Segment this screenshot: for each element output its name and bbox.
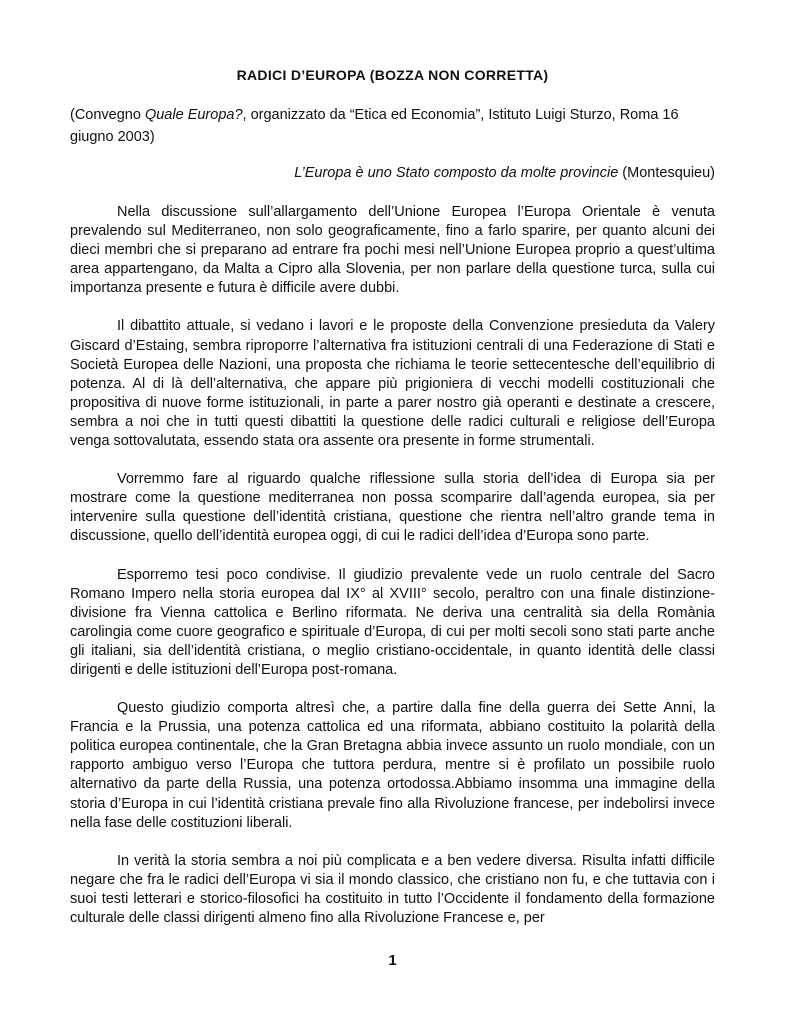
- conference-note-details: , organizzato da “Etica ed Economia”, Istituto Luigi Sturzo, Roma 16 giugno 2003): [70, 107, 679, 145]
- paragraph-4: Esporremo tesi poco condivise. Il giudizio prevalente vede un ruolo centrale del Sacro Romano Impero nella storia europea dal IX° al XVIII° secolo, peraltro con una finale distinzione-divisione fra Vienna cattolica e Berlino riformata. Ne deriva una centralità sia della Romània carolingia come cuore geografico e spirituale d’Europa, di cui per molti secoli sono stati parte anche gli italiani, sia dell’identità cristiana, o meglio cristiano-occidentale, in quanto identità delle classi dirigenti e delle istituzioni dell’Europa post-romana.: [70, 566, 715, 678]
- conference-name: Quale Europa?: [144, 107, 243, 123]
- epigraph: [70, 163, 715, 183]
- paragraph-6: In verità la storia sembra a noi più complicata e a ben vedere diversa. Risulta infatti difficile negare che fra le radici dell’Europa vi sia il mondo classico, che cristiano non fu, e che tuttavia con i suoi testi letterari e storico-filosofici ha costituito in tutto l’Occidente il fondamento della formazione culturale delle classi dirigenti almeno fino alla Rivoluzione Francese e, per: [70, 852, 715, 926]
- paragraph-5: Questo giudizio comporta altresì che, a partire dalla fine della guerra dei Sette Anni, la Francia e la Prussia, una potenza cattolica ed una riformata, abbiano costituito la polarità della politica europea continentale, che la Gran Bretagna abbia invece assunto un ruolo mondiale, con un rapporto ambiguo verso l’Europa che tuttora perdura, mentre si è profilato un possibile ruolo alternativo da parte della Russia, una potenza ortodossa.Abbiamo insomma una immagine della storia d’Europa in cui l’identità cristiana prevale fino alla Rivoluzione francese, per indebolirsi invece nella fase delle costituzioni liberali.: [70, 700, 715, 831]
- epigraph-author: (Montesquieu): [618, 165, 715, 181]
- paragraph-3: Vorremmo fare al riguardo qualche riflessione sulla storia dell’idea di Europa sia per mostrare come la questione mediterranea non possa scomparire dall’agenda europea, sia per intervenire sulla questione dell’identità cristiana, questione che rientra nell’altro grande tema in discussione, quello dell’identità europea oggi, di cui le radici dell’idea d’Europa sono parte.: [70, 471, 715, 545]
- document-title: RADICI D’EUROPA (BOZZA NON CORRETTA): [236, 67, 549, 83]
- conference-note-prefix: (Convegno: [70, 107, 145, 123]
- paragraph-1: Nella discussione sull’allargamento dell’Unione Europea l’Europa Orientale è venuta prevalendo sul Mediterraneo, non solo geograficamente, fino a farlo sparire, per quanto alcuni dei dieci membri che si preparano ad entrare fra pochi mesi nell’Unione Europea proprio a quest’ultima area appartengano, da Malta a Cipro alla Slovenia, per non parlare della questione turca, sulla cui importanza presente e futura è difficile avere dubbi.: [70, 204, 715, 297]
- paragraph-2: Il dibattito attuale, si vedano i lavori e le proposte della Convenzione presieduta da Valery Giscard d’Estaing, sembra riproporre l’alternativa fra istituzioni centrali di una Federazione di Stati e Società Europea delle Nazioni, una proposta che richiama le teorie settecentesche dell’equilibrio di potenza. Al di là dell’alternativa, che appare più prigioniera di vecchi modelli costituzionali che propositiva di nuove forme istituzionali, in parte a parer nostro già operanti e destinate a crescere, sembra a noi che in tutti questi dibattiti la questione delle radici culturali e religiose dell’Europa venga sottovalutata, essendo stata ora assente ora presente in forme strumentali.: [70, 318, 715, 450]
- conference-note: [70, 104, 715, 148]
- page-number: 1: [388, 952, 397, 969]
- body-text: [70, 203, 715, 947]
- epigraph-quote: L’Europa è uno Stato composto da molte provincie: [294, 165, 619, 181]
